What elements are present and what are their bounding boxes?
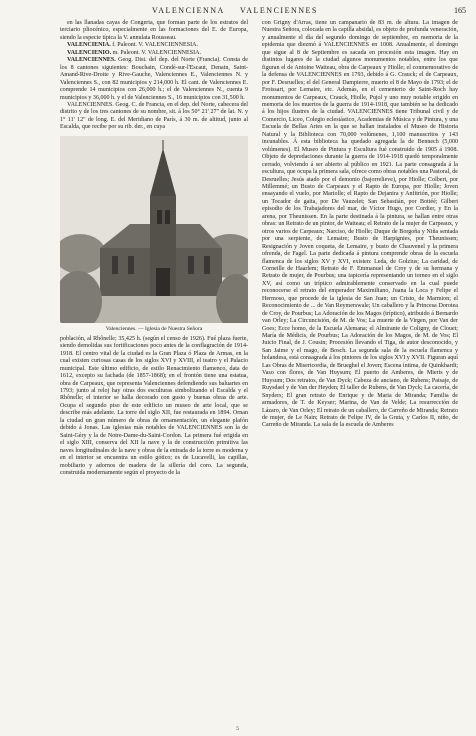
paragraph-congeria: en las llanadas cayas de Congeria, que forman parte de los estratos del terciario pliocénico, especialmente en las formaciones del E. de Europa, siendo la especie típica la V. annulata Rousseau. [60, 20, 248, 41]
right-column [262, 20, 458, 720]
running-title-right: VALENCIENNES [240, 6, 318, 15]
paragraph-city-description: población, al Rhônelle; 35,425 h. (según el censo de 1926). Fué plaza fuerte, siendo demolidas sus fortificaciones poco antes de la conflagración de 1914-1918. El centro vital de la ciudad es la Gran Plaza ó Plaza de Armas, en la cual existen curiosas casas de los siglos XVI y XVIII, el teatro y el Palacio municipal. Este último edificio, de estilo Renacimiento flamenco, data de 1612, excepto su fachada (de 1857-1868); en el frontón tiene una estatua, obra de Carpeaux, que representa Valenciennes defendiendo sus baluartes en 1793; junto al reloj hay otras dos esculturas simbolizando el Escalda y el Rhônelle; el interior se halla decorado con gusto y buenas obras de arte. Ocupa el segundo piso de este edificio un museo de arte local, que se describe más adelante. La torre del siglo XII, fue restaurada en 1894. Ornan la ciudad un gran número de obras de ornamentación, un elegante plafón debido á Jonas. Las iglesias más notables de VALENCIENNES son la de Saint-Géry y la de Notre-Dame-du-Saint-Cordon. La primera fué erigida en el siglo XIII, conserva del XII la nave y la de construcción primitiva las naves longitudinales de la nave y obras de la entrada de la torre es moderna y en el interior se encuentra un estilo gótico; es de Lucavelli, las capillas, mobiliario y adornos de madera de la sillería del coro. La segunda, construida modernamente según el proyecto de la [60, 335, 248, 476]
paragraph-museum-description: con Grigny d'Arras, tiene un campanario de 83 m. de altura. La imagen de Nuestra Señora, colocada en la capilla absidal, es objeto de profunda veneración, y anualmente el día del segundo domingo de septiembre, en memoria de la epidemia que diezmó á VALENCIENNES en 1008. Anualmente, el domingo que sigue al 8 de Septiembre es sacada en procesión esta imagen. Hay en distintos lugares de la ciudad algunos monumentos notables, entre los que figuran el de Antoine Watteau, obra de Carpeaux y Hiolle; el conmemorativo de la defensa de VALENCIENNES en 1793, debido á G. Crauck; el de Carpeaux, por F. Desruelles; el del General Dampierre, muerto el 8 de Mayo de 1793; el de Froissart, por Lemaire, etc. Además, en el cementerio de Saint-Roch hay monumentos de Carpeaux, Crauck, Hiolle, Pujol y uno muy notable erigido en memoria de los muertos de la guerra de 1914-1918, que también se ha dedicado á los hijos ilustres de la ciudad. VALENCIENNES tiene Tribunal civil y de Comercio, Liceo, Colegio eclesiástico, Academias de Música y de Pintura, y una Escuela de Bellas Artes en la que se hallan instalados el Museo de Historia Natural y la Biblioteca con 70,000 volúmenes, 1,100 manuscritos y 143 incunables. Á esta biblioteca ha quedado agregada la de Bennech (5,000 volúmenes). El Museo de Pintura y Escultura fué construido de 1905 á 1908. Objeto de depredaciones durante la guerra de 1914-1918 quedó temporalmente cerrado, volviendo á ser abierto al público en 1921. La parte consagrada á la escultura, que ocupa la primera sala, ofrece como obras notables una Pastoral, de Desruelles; Jesús atado por el demonio (bajorrelieve), por Hiolle; Colbert, por Millemmé; un Busto de Carpeaux y el Rapto de Europa, por Hiolle; Joven ensayando el vuelo, por Mariolle; el Rapto de Dejanira y Anfitrión, por Hiolle; un Tocador de gaita, por De Vauzelet; San Sebastián, por Bottéé; Gilbert episodio de los Trabajadores del mar, de Víctor Hugo, por Cordier, y En la arena, por Theunissen. En la parte destinada á la pintura, se hallan entre otras obras: un Retrato de un pintor, de Watteau; el Retrato de la mujer de Carpeaux, y otros varios de Carpeaux; Narciso, de Hiolle; Duque de Borgoña y Niña sentada por una serpiente, de Lemaire; Busto de Harpignies, por Theunissen; Resignación y Joven coqueta, de Lemaire, y busto de Chauvenel y la primera ofrenda, de Fagel. La parte dedicada á pintura comprende obras de la escuela flamenca de los siglos XV y XVI, existen: Leda, de Golzius; La caridad, de Corneille de Haarlem; Retrato de F. Emmanuel de Croy y de su hermana y Retrato de mujer, de Pourbus; una tapicería representando un torneo en el siglo XV, así como un tríptico admirablemente conservado en la cual puede reconocerse el retrato del emperador Maximiliano, Juana la Loca y Felipe el Hermoso, que procede de la iglesia de San Juan; un Cristo, de Marmion; el Reconocimiento de ... de Van Reymerswale; Un caballero y la Princesa Dorotea de Croy, de Pourbus; La Adoración de los Magos (tríptico), atribuido á Bernardo van Orley; La Circuncisión, de M. de Vos; La muerte de la Virgen, por Van der Goes; Ecce homo, de la Escuela Alemana; el Almirante de Coligny, de Clouet; María de Médicis, de Pourbus; La Adoración de los Magos, de M. de Vos; El Juicio Final, de J. Cousin; Procesión llevando el Tiga, de autor desconocido, y San Jaime y el mago, de Bosch. La segunda sala de la escuela flamenca y holandesa, está consagrada á los pintores de los siglos XVI y XVII. Figuran aquí Las Obras de Misericordia, de Brueghel el Joven; Escena íntima, de Quinkhardt; Vaso con flores, de Van Huysum; El puerto de Amberes, de Mieris y de Huysum; Dos retratos, de Van Dyck; Cabeza de anciano, de Rubens; Paisaje, de Ruysdael y de Van der Heyden; El taller de Rubens, de Van Dyck; La cacería, de Snyders; El gran retrato de Enrique y de Maria de Miranda; Familia de armadores, de T. de Keyser; Marina, de Van de Velde; La resurrección de Lázaro, de Van Orley; El retrato de un caballero, de Carreño de Miranda; Retrato de mujer, de Le Nain; Retrato de Felipe IV, de la Gruta, y Carlos II, niño, de Carreño de Miranda. La sala de la escuela de Amberes [262, 20, 458, 429]
entry-term: VALENCIENNES. [67, 57, 116, 64]
paragraph-city-intro: VALENCIENNES. Geog. C. de Francia, en el dep. del Norte, cabecera del distrito y de los tres cantones de su nombre, sit. á los 50° 21' 27" de lat. N. y 1° 11' 12" de long. E. del Meridiano de París, á 30 m. de altitud, junto al Escalda, que recibe por su rib. der., en cuya [60, 101, 248, 131]
left-column [60, 20, 248, 720]
entry-valenciennia [60, 42, 248, 49]
entry-term: VALENCIENIA. [67, 42, 111, 49]
footer-mark: 5 [236, 726, 240, 732]
page-number: 165 [454, 6, 466, 15]
entry-valenciennes-district [60, 57, 248, 102]
page-header [62, 6, 466, 18]
church-photograph [60, 136, 248, 323]
entry-term: VALENCIENIO. [67, 49, 112, 56]
entry-text: f. Paleont. V. VALENCIENNESIA. [110, 42, 198, 49]
figure-caption: Valenciennes. — Iglesia de Nuestra Señora [105, 325, 203, 332]
running-title-left: VALENCIENNA [152, 6, 225, 15]
entry-text: Geog. Dist. del dep. del Norte (Francia). Consta de los 8 cantones siguientes: Bouchain, Condé-sur-l'Escaut, Denain, Saint-Amand-Rive-Droite y Rive-Gauche, Valenciennes E., Valenciennes N. y Valenciennes S., con 82 municipios y 214,000 h. El cant. de Valenciennes E. comprende 14 municipios con 26,000 h.; el de Valenciennes N., cuenta 9 municipios y 36,000 h. y el de Valenciennes S., 16 municipios con 31,500 h. [60, 57, 248, 101]
entry-text: m. Paleont. V. VALENCIENNESIA. [111, 49, 202, 56]
church-illustration [60, 136, 248, 323]
